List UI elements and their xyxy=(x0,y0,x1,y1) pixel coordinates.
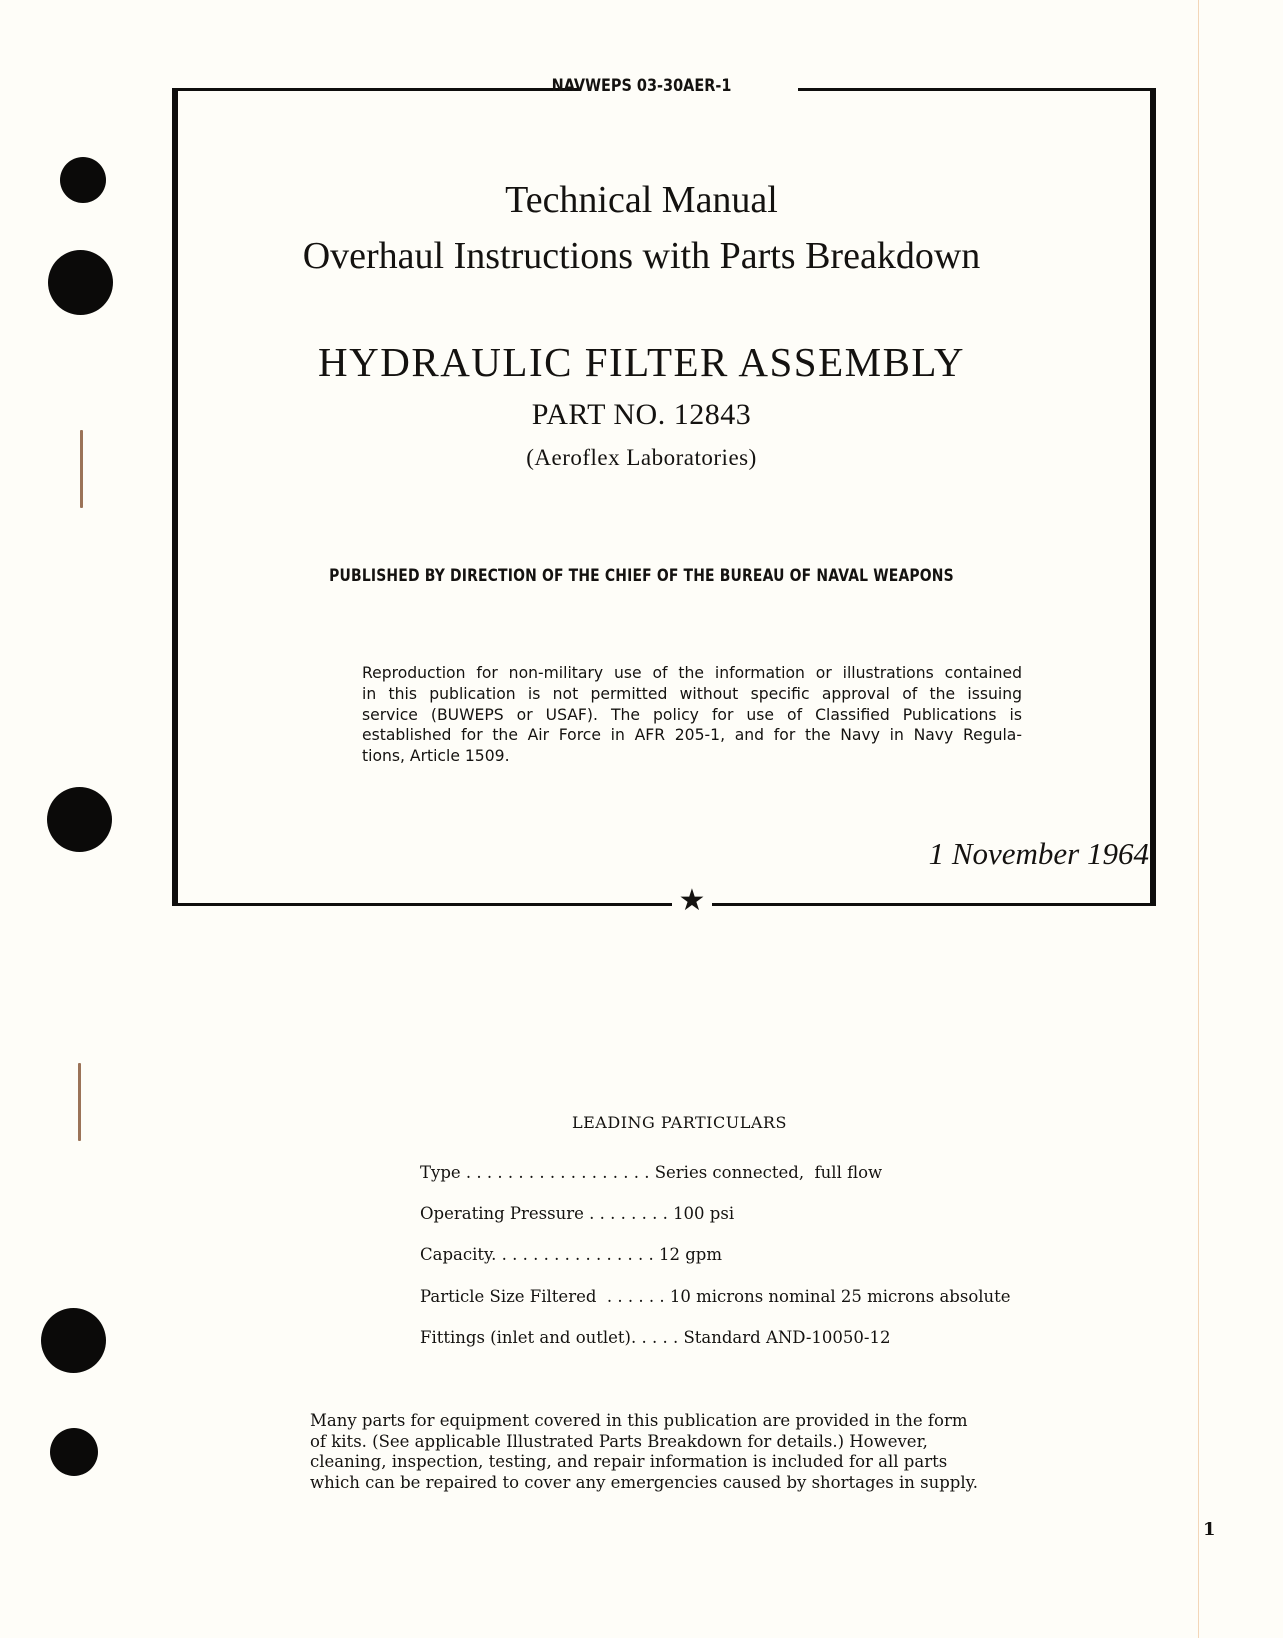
published-by: PUBLISHED BY DIRECTION OF THE CHIEF OF THE BUREAU OF NAVAL WEAPONS xyxy=(329,566,954,586)
publication-date: 1 November 1964 xyxy=(928,836,1149,871)
title-line-1: Technical Manual xyxy=(505,179,778,221)
particular-label: Capacity xyxy=(420,1245,492,1264)
notice-line: tions, Article 1509. xyxy=(362,747,510,766)
particular-leader: . . . . . . . . . . . . . . . . xyxy=(491,1245,659,1264)
particular-row-type xyxy=(420,1163,882,1182)
subject-title: HYDRAULIC FILTER ASSEMBLY xyxy=(318,339,965,385)
doc-number: NAVWEPS 03-30AER-1 xyxy=(551,76,732,96)
particular-label: Operating Pressure xyxy=(420,1204,584,1223)
particular-value: 10 microns nominal 25 microns absolute xyxy=(669,1287,1011,1306)
particular-leader: . . . . . . . . . . . . . . . . . . xyxy=(460,1163,655,1182)
particular-value: Standard AND-10050-12 xyxy=(683,1328,891,1347)
reproduction-notice xyxy=(362,663,1022,767)
particular-leader: . . . . . xyxy=(631,1328,684,1347)
note-line: Many parts for equipment covered in this publication are provided in the form xyxy=(310,1411,968,1430)
particular-label: Particle Size Filtered xyxy=(420,1287,597,1306)
notice-line: in this publication is not permitted without specific approval of the issuing xyxy=(362,684,1022,703)
star-icon: ★ xyxy=(678,883,706,918)
particular-value: 12 gpm xyxy=(658,1245,722,1264)
binder-hole-3 xyxy=(47,787,112,852)
kits-note xyxy=(310,1411,1070,1493)
binder-hole-4 xyxy=(41,1308,106,1373)
notice-line: service (BUWEPS or USAF). The policy for use of Classified Publications is xyxy=(362,705,1022,724)
particular-leader: . . . . . . . . xyxy=(583,1204,674,1223)
particular-value: Series connected, full flow xyxy=(654,1163,883,1182)
note-line: cleaning, inspection, testing, and repair information is included for all parts xyxy=(310,1452,948,1472)
particular-leader: . . . . . . xyxy=(596,1287,670,1306)
leading-particulars-title: LEADING PARTICULARS xyxy=(572,1113,787,1132)
particular-row-fittings xyxy=(420,1328,890,1347)
page-number: 1 xyxy=(1203,1519,1216,1540)
notice-line: Reproduction for non-military use of the information or illustrations contained xyxy=(362,664,1022,682)
notice-line: established for the Air Force in AFR 205-1, and for the Navy in Navy Regula- xyxy=(362,726,1022,745)
particular-row-operating-pressure xyxy=(420,1204,734,1223)
particular-value: 100 psi xyxy=(673,1204,735,1223)
note-line: of kits. (See applicable Illustrated Parts Breakdown for details.) However, xyxy=(310,1431,928,1451)
title-line-2: Overhaul Instructions with Parts Breakdown xyxy=(302,235,981,277)
particular-row-capacity xyxy=(420,1245,722,1264)
manufacturer: (Aeroflex Laboratories) xyxy=(526,445,757,470)
particular-label: Type xyxy=(420,1163,461,1182)
particular-label: Fittings (inlet and outlet) xyxy=(420,1328,631,1347)
binder-hole-5 xyxy=(50,1428,98,1476)
staple-mark-2 xyxy=(78,1063,81,1141)
part-number: PART NO. 12843 xyxy=(531,398,752,431)
note-line: which can be repaired to cover any emergencies caused by shortages in supply. xyxy=(310,1472,979,1492)
particular-row-particle-size xyxy=(420,1287,1011,1306)
